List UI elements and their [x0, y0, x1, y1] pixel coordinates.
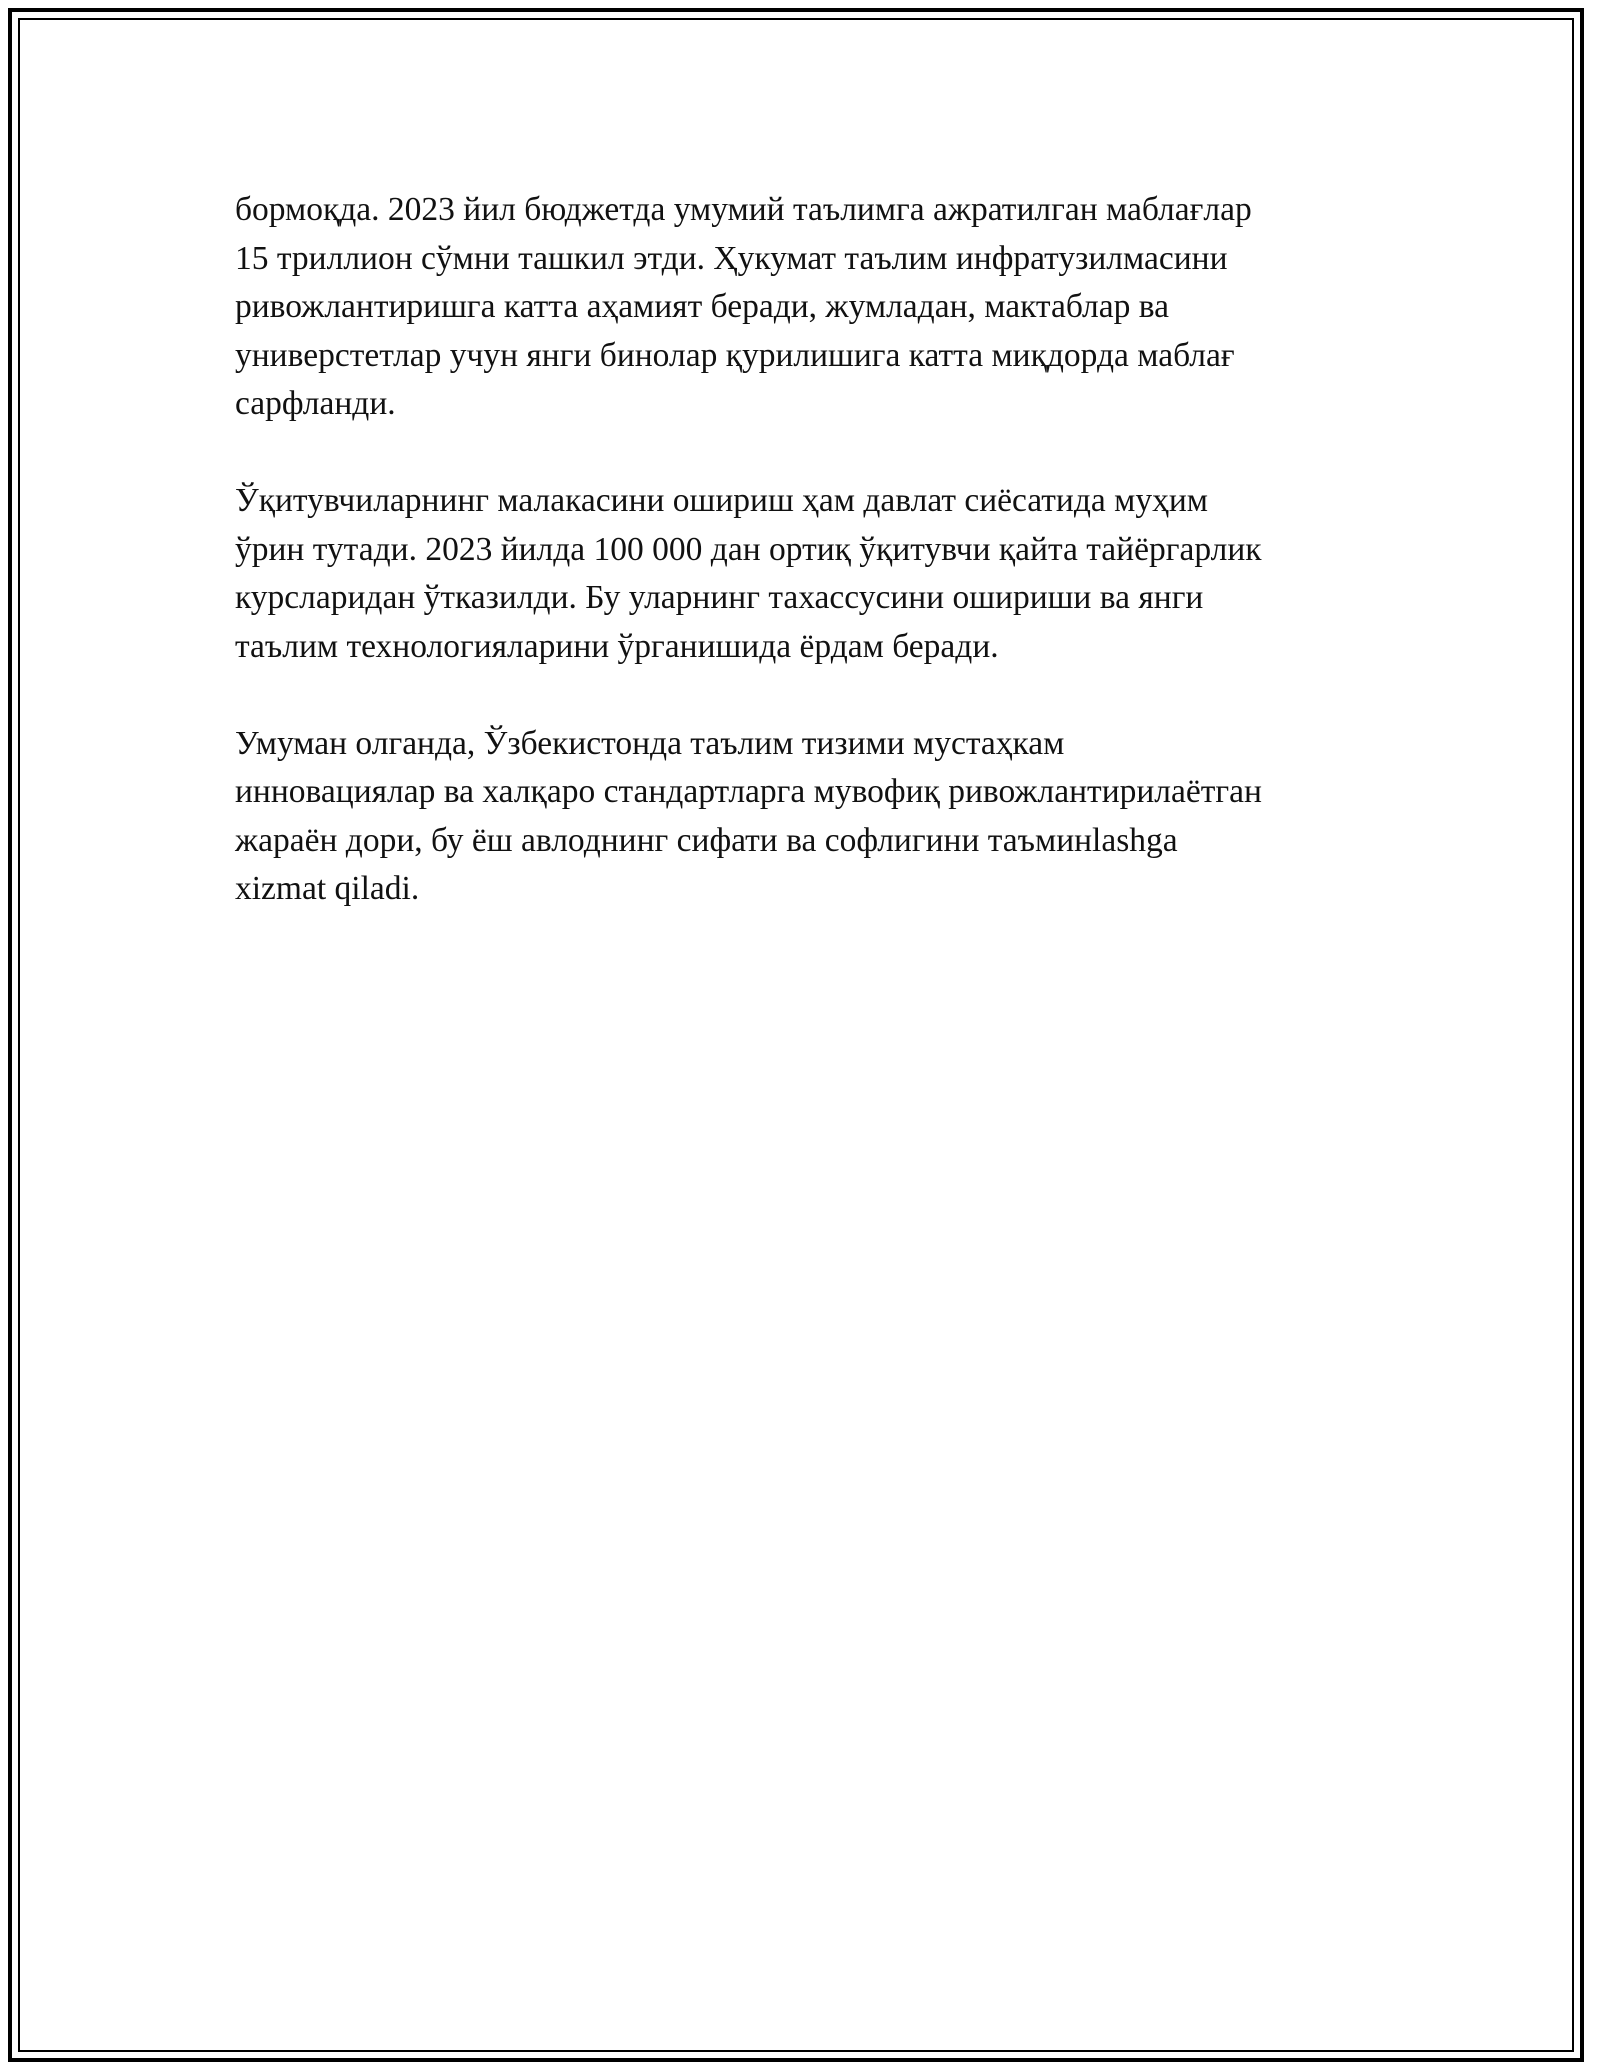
text-line: курсларидан ўтказилди. Бу уларнинг тахассусини ошириши ва янги [235, 579, 1204, 616]
text-line: жараён дори, бу ёш авлоднинг сифати ва софлигини таъминlashga [235, 821, 1178, 859]
text-line: инновациялар ва халқаро стандартларга мувофиқ ривожлантирилаётган [235, 773, 1262, 810]
text-line: таълим технологияларини ўрганишида ёрдам беради. [235, 627, 999, 665]
text-line: универстетлар учун янги бинолар қурилишига катта миқдорда маблағ [235, 336, 1235, 374]
paragraph-education-budget [235, 186, 1395, 429]
paragraph-conclusion [235, 720, 1395, 914]
paragraph-teacher-training [235, 477, 1395, 671]
text-line: 15 триллион сўмни ташкил этди. Ҳукумат таълим инфратузилмасини [235, 239, 1228, 277]
text-line: ривожлантиришга катта аҳамият беради, жумладан, мактаблар ва [235, 288, 1170, 325]
document-body [235, 186, 1395, 962]
text-line: xizmat qiladi. [235, 870, 420, 907]
text-line: Умуман олганда, Ўзбекистонда таълим тизими мустаҳкам [235, 724, 1065, 762]
text-line: ўрин тутади. 2023 йилда 100 000 дан ортиқ ўқитувчи қайта тайёргарлик [235, 530, 1262, 568]
text-line: бормоқда. 2023 йил бюджетда умумий таълимга ажратилган маблағлар [235, 191, 1252, 228]
text-line: Ўқитувчиларнинг малакасини ошириш ҳам давлат сиёсатида муҳим [235, 482, 1208, 519]
text-line: сарфланди. [235, 385, 396, 422]
